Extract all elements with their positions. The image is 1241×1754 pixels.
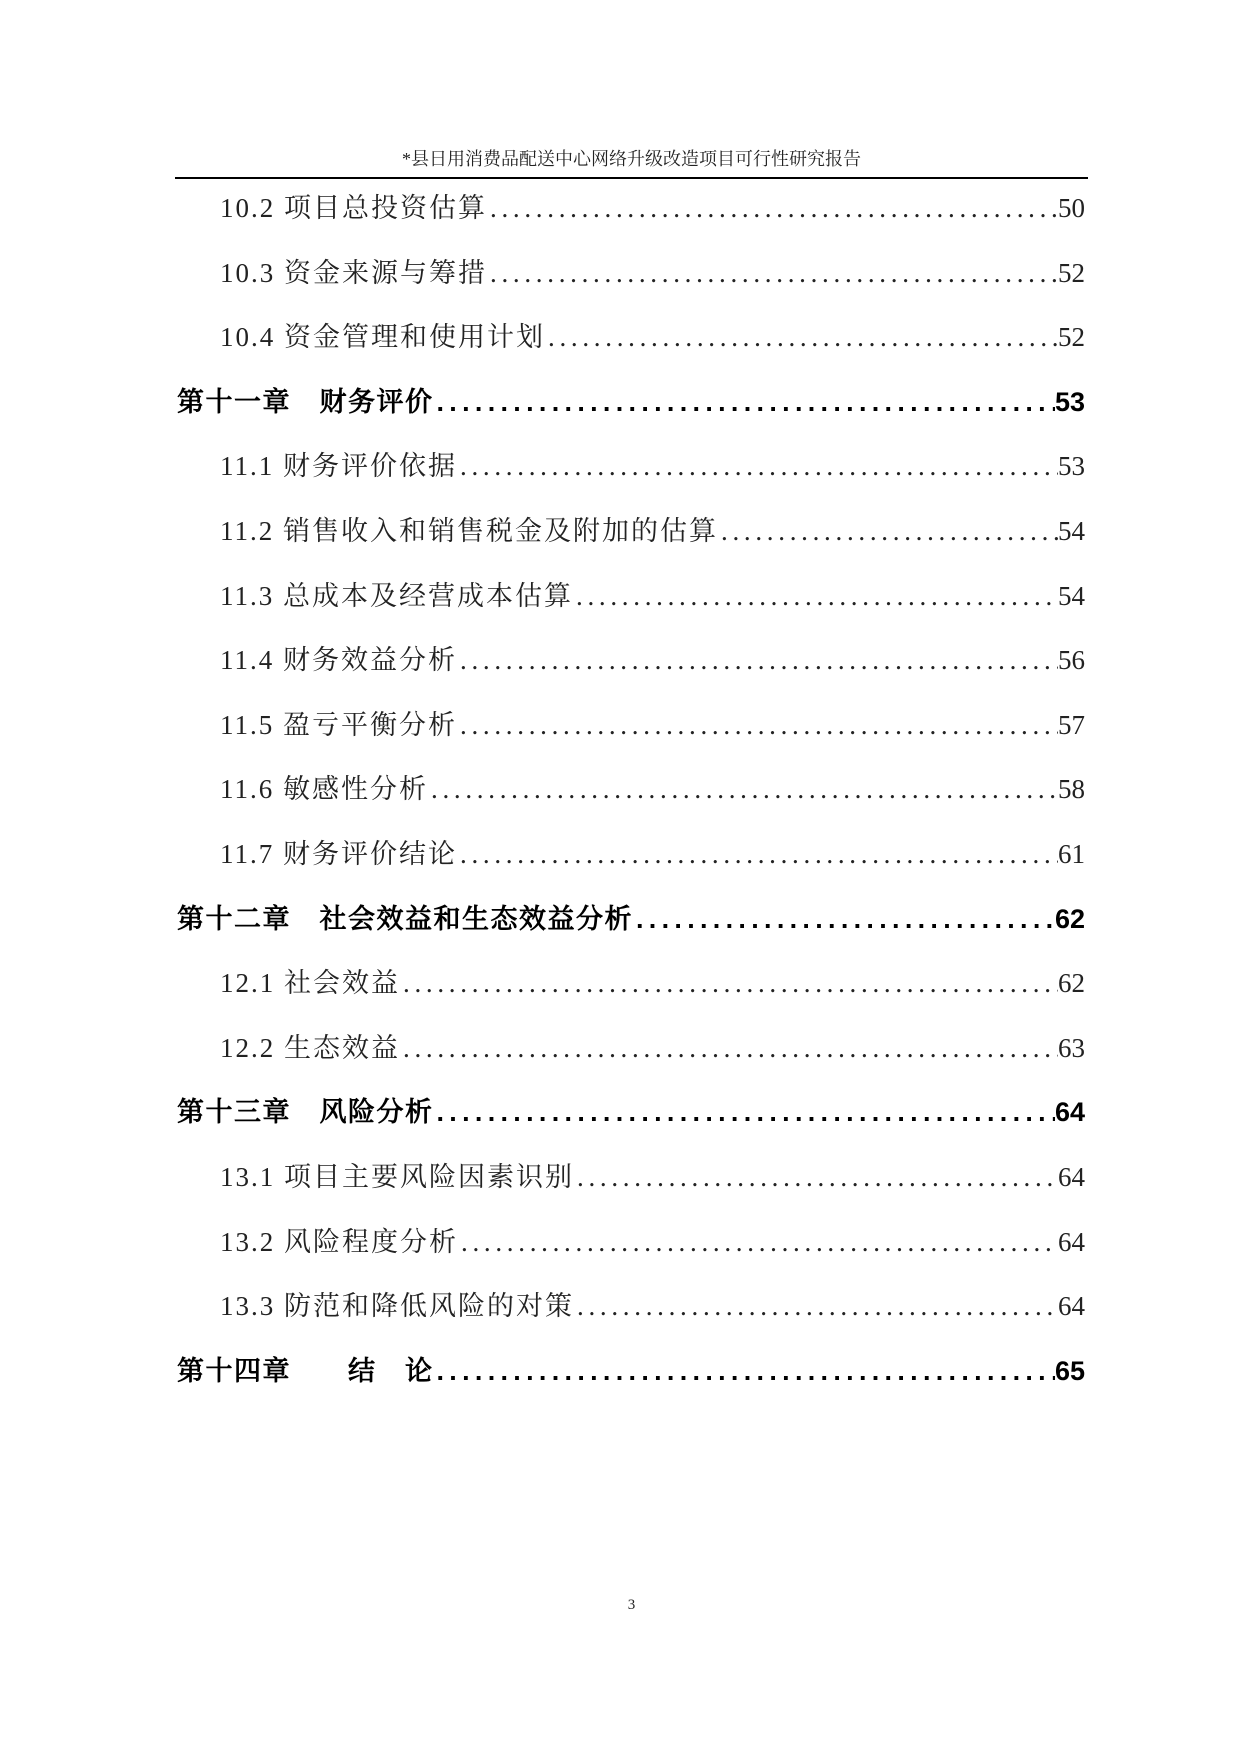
toc-entry-title: 11.1 财务评价依据 xyxy=(220,451,457,482)
toc-entry-title: 13.1 项目主要风险因素识别 xyxy=(220,1161,574,1192)
toc-section-entry xyxy=(177,305,1085,370)
toc-entry-title: 13.2 风险程度分析 xyxy=(220,1226,458,1257)
dot-leader xyxy=(458,1210,1058,1275)
toc-section-entry xyxy=(177,564,1085,629)
dot-leader xyxy=(487,241,1058,306)
toc-section-entry xyxy=(177,499,1085,564)
toc-entry-title: 11.4 财务效益分析 xyxy=(220,645,457,676)
toc-section-entry xyxy=(177,1210,1085,1275)
dot-leader xyxy=(545,305,1058,370)
dot-leader xyxy=(434,370,1055,435)
dot-leader xyxy=(633,887,1055,952)
toc-entry-page: 63 xyxy=(1058,1032,1085,1063)
toc-entry-title: 10.4 资金管理和使用计划 xyxy=(220,322,545,353)
toc-section-entry xyxy=(177,1274,1085,1339)
toc-section-entry xyxy=(177,693,1085,758)
toc-section-entry xyxy=(177,822,1085,887)
running-header: *县日用消费品配送中心网络升级改造项目可行性研究报告 xyxy=(402,149,861,169)
page-number: 3 xyxy=(627,1597,636,1613)
dot-leader xyxy=(400,1016,1058,1081)
toc-entry-page: 64 xyxy=(1058,1161,1085,1192)
dot-leader xyxy=(400,951,1058,1016)
dot-leader xyxy=(428,757,1058,822)
toc-entry-title: 12.1 社会效益 xyxy=(220,968,400,999)
toc-entry-title: 13.3 防范和降低风险的对策 xyxy=(220,1291,574,1322)
dot-leader xyxy=(457,628,1058,693)
toc-section-entry xyxy=(177,434,1085,499)
toc-entry-title: 12.2 生态效益 xyxy=(220,1032,400,1063)
toc-entry-page: 54 xyxy=(1058,515,1085,546)
toc-chapter-entry xyxy=(177,887,1085,952)
toc-section-entry xyxy=(177,1016,1085,1081)
toc-section-entry xyxy=(177,241,1085,306)
toc-entry-title: 第十二章 社会效益和生态效益分析 xyxy=(177,903,633,934)
toc-entry-title: 第十一章 财务评价 xyxy=(177,386,434,417)
toc-section-entry xyxy=(177,176,1085,241)
table-of-contents xyxy=(177,176,1085,1403)
toc-section-entry xyxy=(177,628,1085,693)
dot-leader xyxy=(718,499,1058,564)
toc-entry-title: 10.3 资金来源与筹措 xyxy=(220,257,487,288)
dot-leader xyxy=(574,1145,1058,1210)
dot-leader xyxy=(457,822,1058,887)
toc-entry-page: 62 xyxy=(1058,968,1085,999)
toc-entry-title: 第十四章 结 论 xyxy=(177,1355,434,1386)
dot-leader xyxy=(574,1274,1058,1339)
toc-entry-page: 61 xyxy=(1058,838,1085,869)
toc-entry-page: 53 xyxy=(1054,386,1085,417)
toc-entry-page: 65 xyxy=(1054,1355,1085,1386)
toc-entry-page: 57 xyxy=(1058,709,1085,740)
toc-entry-page: 64 xyxy=(1054,1097,1085,1128)
dot-leader xyxy=(457,693,1058,758)
toc-entry-page: 58 xyxy=(1058,774,1085,805)
dot-leader xyxy=(487,176,1058,241)
toc-section-entry xyxy=(177,951,1085,1016)
toc-chapter-entry xyxy=(177,370,1085,435)
dot-leader xyxy=(434,1080,1055,1145)
toc-entry-title: 11.6 敏感性分析 xyxy=(220,774,428,805)
toc-entry-page: 64 xyxy=(1058,1226,1085,1257)
toc-entry-title: 11.5 盈亏平衡分析 xyxy=(220,709,457,740)
toc-section-entry xyxy=(177,1145,1085,1210)
toc-section-entry xyxy=(177,757,1085,822)
toc-entry-title: 11.7 财务评价结论 xyxy=(220,838,457,869)
dot-leader xyxy=(457,434,1058,499)
toc-entry-page: 50 xyxy=(1058,193,1085,223)
toc-entry-title: 10.2 项目总投资估算 xyxy=(220,193,487,223)
toc-entry-title: 11.2 销售收入和销售税金及附加的估算 xyxy=(220,515,718,546)
toc-entry-page: 62 xyxy=(1054,903,1085,934)
dot-leader xyxy=(434,1339,1055,1404)
toc-chapter-entry xyxy=(177,1080,1085,1145)
dot-leader xyxy=(573,564,1058,629)
toc-entry-page: 54 xyxy=(1058,580,1085,611)
toc-entry-page: 52 xyxy=(1058,322,1085,353)
toc-entry-page: 56 xyxy=(1058,645,1085,676)
toc-entry-page: 52 xyxy=(1058,257,1085,288)
toc-entry-title: 第十三章 风险分析 xyxy=(177,1097,434,1128)
toc-entry-page: 53 xyxy=(1058,451,1085,482)
toc-entry-title: 11.3 总成本及经营成本估算 xyxy=(220,580,573,611)
toc-chapter-entry xyxy=(177,1339,1085,1404)
toc-entry-page: 64 xyxy=(1058,1291,1085,1322)
